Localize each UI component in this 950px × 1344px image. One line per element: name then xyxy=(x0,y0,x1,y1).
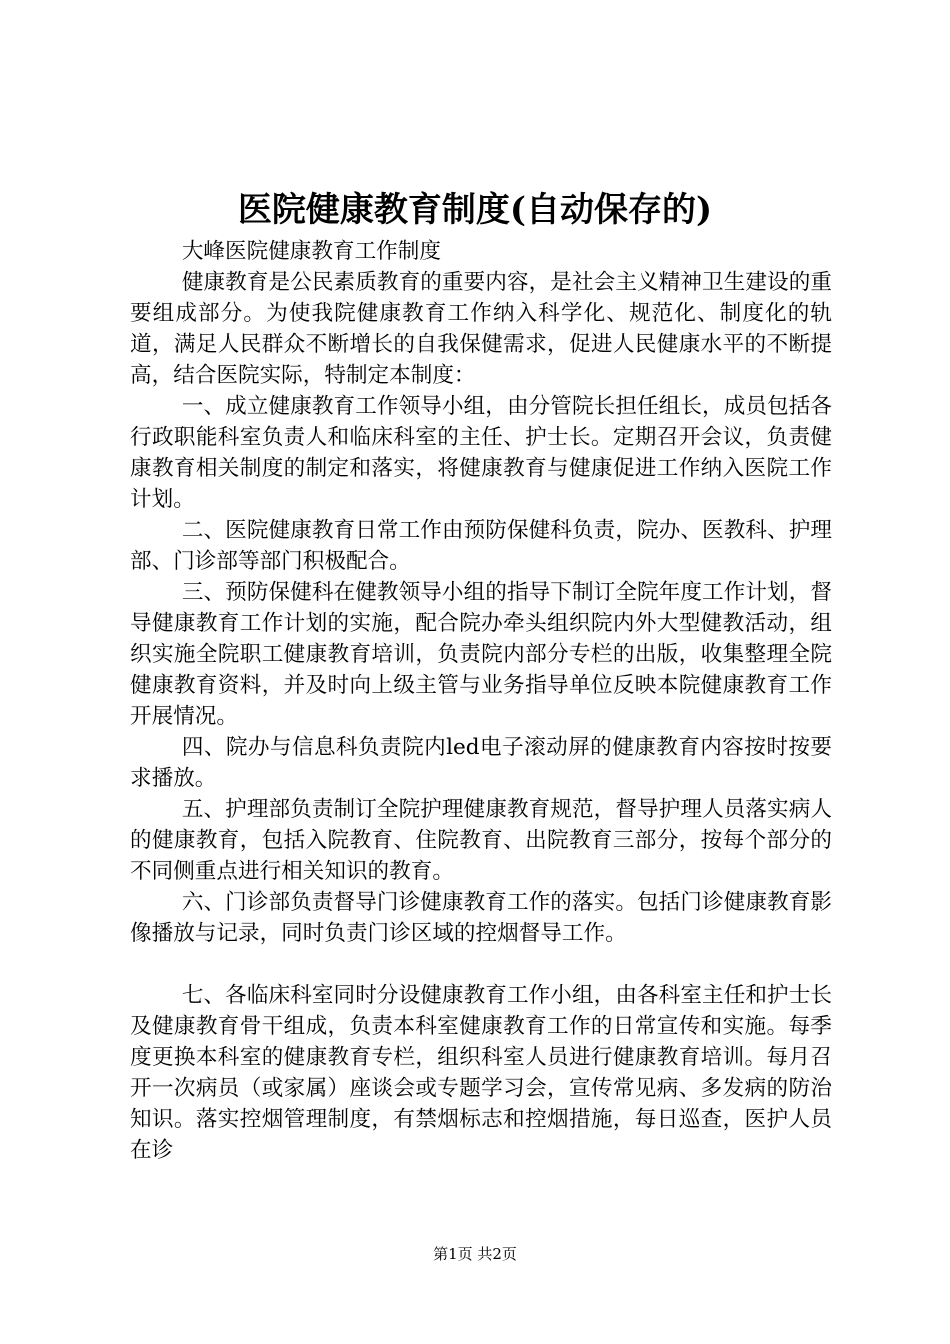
paragraph-item-5: 五、护理部负责制订全院护理健康教育规范，督导护理人员落实病人的健康教育，包括入院教育、住院教育、出院教育三部分，按每个部分的不同侧重点进行相关知识的教育。 xyxy=(130,797,832,884)
paragraph-item-6: 六、门诊部负责督导门诊健康教育工作的落实。包括门诊健康教育影像播放与记录，同时负责门诊区域的控烟督导工作。 xyxy=(130,890,832,946)
paragraph-item-7: 七、各临床科室同时分设健康教育工作小组，由各科室主任和护士长及健康教育骨干组成，负责本科室健康教育工作的日常宣传和实施。每季度更换本科室的健康教育专栏，组织科室人员进行健康教育培训。每月召开一次病员（或家属）座谈会或专题学习会，宣传常见病、多发病的防治知识。落实控烟管理制度，有禁烟标志和控烟措施，每日巡查，医护人员在诊 xyxy=(130,983,832,1163)
paragraph-subtitle: 大峰医院健康教育工作制度 xyxy=(181,239,441,264)
paragraph-item-3: 三、预防保健科在健教领导小组的指导下制订全院年度工作计划，督导健康教育工作计划的实施，配合院办牵头组织院内外大型健教活动，组织实施全院职工健康教育培训，负责院内部分专栏的出版，收集整理全院健康教育资料，并及时向上级主管与业务指导单位反映本院健康教育工作开展情况。 xyxy=(130,580,832,729)
paragraph-item-1: 一、成立健康教育工作领导小组，由分管院长担任组长，成员包括各行政职能科室负责人和临床科室的主任、护士长。定期召开会议，负责健康教育相关制度的制定和落实，将健康教育与健康促进工作纳入医院工作计划。 xyxy=(130,394,832,512)
paragraph-intro: 健康教育是公民素质教育的重要内容，是社会主义精神卫生建设的重要组成部分。为使我院健康教育工作纳入科学化、规范化、制度化的轨道，满足人民群众不断增长的自我保健需求，促进人民健康水平的不断提高，结合医院实际，特制定本制度： xyxy=(130,270,832,388)
page-number-footer: 第1页 共2页 xyxy=(433,1245,517,1263)
document-title: 医院健康教育制度(自动保存的) xyxy=(237,190,713,230)
paragraph-item-2: 二、医院健康教育日常工作由预防保健科负责，院办、医教科、护理部、门诊部等部门积极配合。 xyxy=(130,518,832,574)
document-body xyxy=(130,236,832,1166)
paragraph-item-4: 四、院办与信息科负责院内led电子滚动屏的健康教育内容按时按要求播放。 xyxy=(130,735,832,791)
